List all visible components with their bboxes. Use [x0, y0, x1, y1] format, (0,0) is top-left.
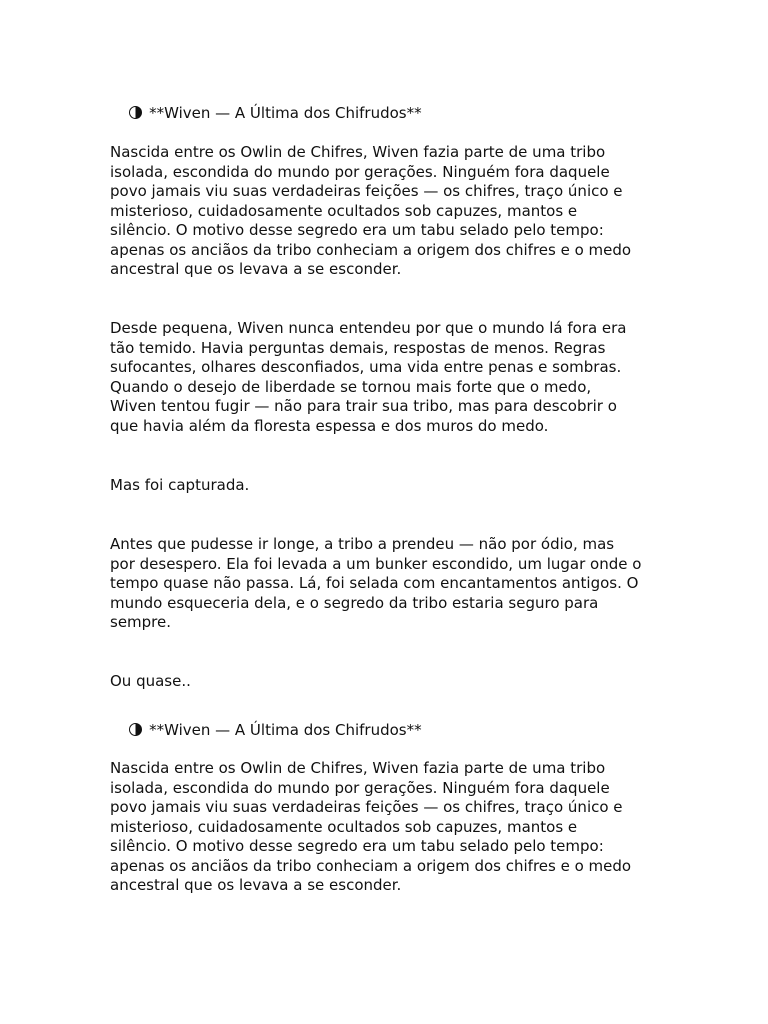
- paragraph-line: tão temido. Havia perguntas demais, respostas de menos. Regras: [110, 338, 606, 357]
- document-title: [110, 84, 422, 143]
- paragraph-line: isolada, escondida do mundo por gerações. Ninguém fora daquele: [110, 162, 610, 181]
- paragraph-line: misterioso, cuidadosamente ocultados sob capuzes, mantos e: [110, 201, 578, 220]
- paragraph: [110, 672, 191, 692]
- paragraph: [110, 143, 631, 280]
- paragraph-line: apenas os anciãos da tribo conheciam a origem dos chifres e o medo: [110, 856, 632, 875]
- paragraph-line: Ou quase..: [110, 672, 191, 690]
- paragraph-line: povo jamais viu suas verdadeiras feições — os chifres, traço único e: [110, 182, 623, 200]
- paragraph-line: Quando o desejo de liberdade se tornou mais forte que o medo,: [110, 377, 592, 396]
- paragraph: [110, 535, 641, 633]
- paragraph-line: isolada, escondida do mundo por gerações. Ninguém fora daquele: [110, 778, 610, 797]
- paragraph-line: sempre.: [110, 613, 172, 631]
- paragraph-line: mundo esqueceria dela, e o segredo da tribo estaria seguro para: [110, 593, 599, 612]
- paragraph-line: apenas os anciãos da tribo conheciam a origem dos chifres e o medo: [110, 240, 632, 259]
- paragraph-line: Mas foi capturada.: [110, 476, 250, 494]
- title-text: **Wiven — A Última dos Chifrudos**: [149, 103, 422, 122]
- paragraph-line: ancestral que os levava a se esconder.: [110, 876, 402, 894]
- paragraph-line: sufocantes, olhares desconfiados, uma vida entre penas e sombras.: [110, 358, 622, 376]
- paragraph-line: silêncio. O motivo desse segredo era um tabu selado pelo tempo:: [110, 221, 604, 239]
- paragraph-line: Nascida entre os Owlin de Chifres, Wiven fazia parte de uma tribo: [110, 759, 606, 777]
- title-text: **Wiven — A Última dos Chifrudos**: [149, 720, 422, 739]
- paragraph-line: Wiven tentou fugir — não para trair sua tribo, mas para descobrir o: [110, 397, 617, 415]
- paragraph-line: que havia além da floresta espessa e dos muros do medo.: [110, 416, 549, 435]
- paragraph-line: Nascida entre os Owlin de Chifres, Wiven fazia parte de uma tribo: [110, 143, 606, 161]
- paragraph-line: por desespero. Ela foi levada a um bunker escondido, um lugar onde o: [110, 554, 642, 573]
- paragraph-line: povo jamais viu suas verdadeiras feições — os chifres, traço único e: [110, 798, 623, 816]
- paragraph-line: tempo quase não passa. Lá, foi selada com encantamentos antigos. O: [110, 574, 639, 592]
- paragraph-line: misterioso, cuidadosamente ocultados sob capuzes, mantos e: [110, 817, 578, 836]
- paragraph-line: silêncio. O motivo desse segredo era um tabu selado pelo tempo:: [110, 837, 604, 855]
- paragraph: [110, 759, 631, 896]
- paragraph-line: ancestral que os levava a se esconder.: [110, 260, 402, 278]
- half-moon-icon: [129, 723, 142, 736]
- document-title: [110, 701, 422, 760]
- paragraph: [110, 319, 627, 436]
- paragraph-line: Desde pequena, Wiven nunca entendeu por que o mundo lá fora era: [110, 319, 627, 337]
- half-moon-icon: [129, 106, 142, 119]
- paragraph-line: Antes que pudesse ir longe, a tribo a prendeu — não por ódio, mas: [110, 535, 615, 553]
- paragraph: [110, 476, 249, 496]
